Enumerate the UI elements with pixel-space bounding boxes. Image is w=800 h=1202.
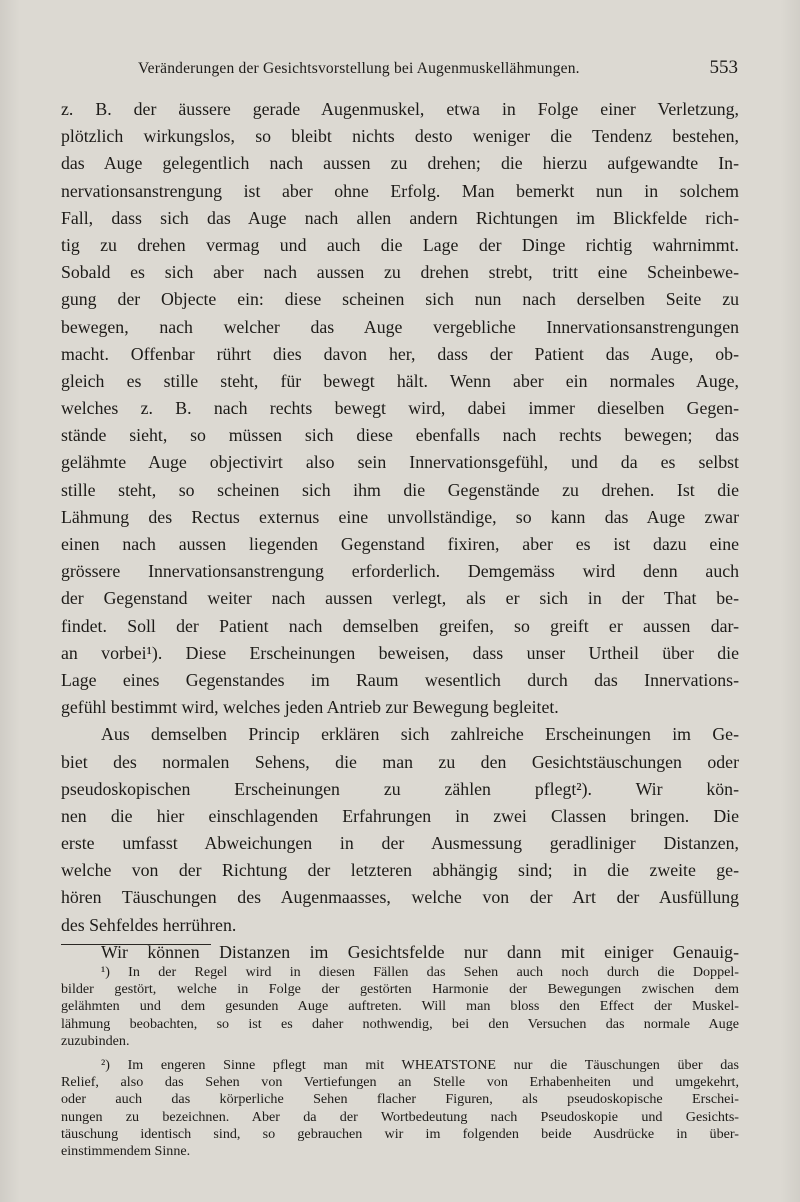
text-line: Fall, dass sich das Auge nach allen andern Richtungen im Blickfelde rich- <box>61 207 739 228</box>
footnote-line: lähmung beobachten, so ist es daher nothwendig, bei den Versuchen das normale Auge <box>61 1015 739 1032</box>
body-text <box>61 96 739 966</box>
text-line: nen die hier einschlagenden Erfahrungen in zwei Classen bringen. Die <box>61 805 739 826</box>
footnote-line: bilder gestört, welche in Folge der gestörten Harmonie der Bewegungen zwischen dem <box>61 981 739 998</box>
text-line: bewegen, nach welcher das Auge vergebliche Innervationsanstrengungen <box>61 316 739 337</box>
text-line: Lähmung des Rectus externus eine unvollständige, so kann das Auge zwar <box>61 506 739 527</box>
running-head: Veränderungen der Gesichtsvorstellung bei Augenmuskellähmungen. <box>138 60 580 77</box>
text-line: tig zu drehen vermag und auch die Lage der Dinge richtig wahrnimmt. <box>61 234 739 255</box>
text-line: grössere Innervationsanstrengung erforderlich. Demgemäss wird denn auch <box>61 561 739 582</box>
footnote-line: ¹) In der Regel wird in diesen Fällen das Sehen auch noch durch die Doppel- <box>101 964 739 980</box>
text-line: das Auge gelegentlich nach aussen zu drehen; die hierzu aufgewandte In- <box>61 153 739 174</box>
text-line: Aus demselben Princip erklären sich zahlreiche Erscheinungen im Ge- <box>101 724 739 745</box>
footnote-line: einstimmendem Sinne. <box>61 1142 191 1159</box>
text-line: hören Täuschungen des Augenmaasses, welche von der Art der Ausfüllung <box>61 887 739 908</box>
text-line: Lage eines Gegenstandes im Raum wesentlich durch das Innervations- <box>61 669 739 690</box>
footnote-gap <box>61 1050 739 1057</box>
footnote-line: täuschung identisch sind, so gebrauchen wir im folgenden beide Ausdrücke in über- <box>61 1125 739 1142</box>
footnotes <box>61 964 739 1160</box>
text-line: einen nach aussen liegenden Gegenstand fixiren, aber es ist dazu eine <box>61 534 739 554</box>
footnote-line: oder auch das körperliche Sehen flacher Figuren, als pseudoskopische Erschei- <box>61 1091 739 1108</box>
text-line: gleich es stille steht, für bewegt hält. Wenn aber ein normales Auge, <box>61 370 739 391</box>
text-line: biet des normalen Sehens, die man zu den Gesichtstäuschungen oder <box>61 751 739 772</box>
text-line: an vorbei¹). Diese Erscheinungen beweisen, dass unser Urtheil über die <box>61 642 739 663</box>
text-line: welche von der Richtung der letzteren abhängig sind; in die zweite ge- <box>61 860 739 881</box>
text-line: plötzlich wirkungslos, so bleibt nichts desto weniger die Tendenz bestehen, <box>61 126 739 147</box>
text-line: Sobald es sich aber nach aussen zu drehen strebt, tritt eine Scheinbewe- <box>61 262 739 283</box>
text-line: erste umfasst Abweichungen in der Ausmessung geradliniger Distanzen, <box>61 833 739 854</box>
text-line: der Gegenstand weiter nach aussen verlegt, als er sich in der That be- <box>61 588 739 609</box>
text-line: stände sieht, so müssen sich diese ebenfalls nach rechts bewegen; das <box>61 425 739 446</box>
page-number: 553 <box>709 57 738 78</box>
text-line: Wir können Distanzen im Gesichtsfelde nur dann mit einiger Genauig- <box>101 941 739 962</box>
footnote-line: nungen zu bezeichnen. Aber da der Wortbedeutung nach Pseudoskopie und Gesichts- <box>61 1108 739 1125</box>
footnote-line: gelähmten und dem gesunden Auge auftreten. Will man bloss den Effect der Muskel- <box>61 998 739 1015</box>
text-line: gefühl bestimmt wird, welches jeden Antrieb zur Bewegung begleitet. <box>61 697 559 718</box>
text-line: macht. Offenbar rührt dies davon her, dass der Patient das Auge, ob- <box>61 343 739 364</box>
text-line: findet. Soll der Patient nach demselben greifen, so greift er aussen dar- <box>61 615 739 636</box>
text-line: welches z. B. nach rechts bewegt wird, dabei immer dieselben Gegen- <box>61 398 739 419</box>
footnote-line: zuzubinden. <box>61 1032 130 1049</box>
text-line: nervationsanstrengung ist aber ohne Erfolg. Man bemerkt nun in solchem <box>61 180 739 201</box>
text-line: gelähmte Auge objectivirt also sein Innervationsgefühl, und da es selbst <box>61 452 739 473</box>
text-line: stille steht, so scheinen sich ihm die Gegenstände zu drehen. Ist die <box>61 479 739 500</box>
footnote-rule <box>61 944 211 945</box>
text-line: des Sehfeldes herrühren. <box>61 914 237 935</box>
page-header <box>60 57 740 83</box>
footnote-line: Relief, also das Sehen von Vertiefungen an Stelle von Erhabenheiten und umgekehrt, <box>61 1074 739 1091</box>
text-line: z. B. der äussere gerade Augenmuskel, etwa in Folge einer Verletzung, <box>61 99 739 119</box>
text-line: gung der Objecte ein: diese scheinen sich nun nach derselben Seite zu <box>61 289 739 310</box>
footnote-line: ²) Im engeren Sinne pflegt man mit WHEATSTONE nur die Täuschungen über das <box>101 1056 739 1073</box>
text-line: pseudoskopischen Erscheinungen zu zählen pflegt²). Wir kön- <box>61 778 739 799</box>
